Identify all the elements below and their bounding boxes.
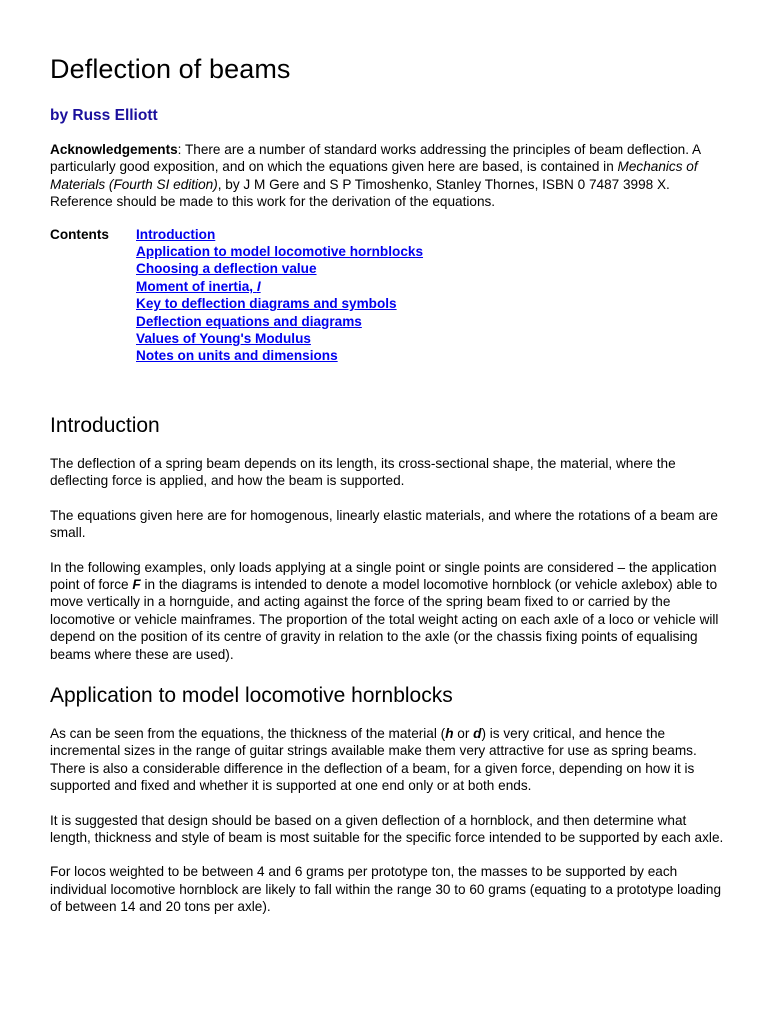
acknowledgements-text-1: : There are a number of standard works addressing the principles of beam deflection. A particularly good exposition, and on which the equations given here are based, is contained in (50, 142, 701, 175)
toc-link-units-dimensions[interactable]: Notes on units and dimensions (136, 348, 338, 364)
introduction-paragraph-1: The deflection of a spring beam depends on its length, its cross-sectional shape, the material, where the deflecting force is applied, and how the beam is supported. (50, 455, 676, 489)
inertia-symbol: I (256, 278, 261, 294)
introduction-paragraph-3-text-a: In the following examples, only loads applying at a single point or single points are considered – the application point of force (50, 559, 717, 592)
contents-item (136, 278, 423, 295)
acknowledgements-label: Acknowledgements (50, 142, 178, 157)
contents-item (136, 330, 423, 347)
application-paragraph-1-text-b: ) is very critical, and hence the incremental sizes in the range of guitar strings available make them very attractive for use as spring beams. There is also a considerable difference in the deflection of a beam, for a given force, depending on how it is supported and fixed and whether it is supported at one end only or at both ends. (50, 725, 697, 794)
toc-link-choosing-deflection[interactable]: Choosing a deflection value (136, 261, 317, 277)
table-of-contents (50, 226, 728, 365)
toc-link-deflection-equations[interactable]: Deflection equations and diagrams (136, 313, 362, 329)
thickness-symbol-d: d (473, 725, 482, 741)
toc-link-youngs-modulus[interactable]: Values of Young's Modulus (136, 331, 311, 347)
book-title: Mechanics of Materials (Fourth SI edition) (50, 159, 698, 192)
contents-item (136, 243, 423, 260)
contents-item (136, 260, 423, 277)
force-symbol: F (132, 576, 141, 592)
acknowledgements-text-2: , by J M Gere and S P Timoshenko, Stanley Thornes, ISBN 0 7487 3998 X. Reference should be made to this work for the derivation of the equations. (50, 176, 670, 210)
introduction-paragraph-2: The equations given here are for homogenous, linearly elastic materials, and where the rotations of a beam are small. (50, 507, 718, 541)
toc-link-introduction[interactable]: Introduction (136, 226, 216, 242)
contents-list (136, 226, 423, 365)
contents-item (136, 226, 423, 243)
introduction-heading: Introduction (50, 413, 160, 437)
application-paragraph-1 (50, 725, 728, 795)
thickness-symbol-h: h (445, 725, 454, 741)
contents-item (136, 295, 423, 312)
contents-item (136, 313, 423, 330)
toc-link-moment-of-inertia-text: Moment of inertia, (136, 278, 257, 294)
contents-item (136, 347, 423, 364)
introduction-paragraph-3 (50, 559, 728, 663)
toc-link-moment-of-inertia[interactable] (136, 279, 261, 294)
application-paragraph-1-text-a: As can be seen from the equations, the thickness of the material ( (50, 725, 446, 741)
application-paragraph-1-or: or (453, 725, 474, 741)
author-byline: by Russ Elliott (50, 107, 158, 124)
application-heading: Application to model locomotive hornblocks (50, 683, 453, 707)
introduction-paragraph-3-text-b: in the diagrams is intended to denote a model locomotive hornblock (or vehicle axlebox) able to move vertically in a hornguide, and acting against the force of the spring beam fixed to or carried by the locomotive or vehicle mainframes. The proportion of the total weight acting on each axle of a loco or vehicle will depend on the position of its centre of gravity in relation to the axle (or the chassis fixing points of equalising beams where these are used). (50, 576, 719, 662)
application-paragraph-2: It is suggested that design should be based on a given deflection of a hornblock, and then determine what length, thickness and style of beam is most suitable for the specific force intended to be supported by each axle. (50, 812, 724, 845)
toc-link-key-to-diagrams[interactable]: Key to deflection diagrams and symbols (136, 296, 397, 312)
acknowledgements-paragraph (50, 141, 728, 211)
contents-label: Contents (50, 226, 109, 242)
toc-link-application[interactable]: Application to model locomotive hornblocks (136, 244, 424, 260)
page-title: Deflection of beams (50, 54, 291, 84)
application-paragraph-3: For locos weighted to be between 4 and 6 grams per prototype ton, the masses to be supported by each individual locomotive hornblock are likely to fall within the range 30 to 60 grams (equating to a prototype loading of between 14 and 20 tons per axle). (50, 864, 722, 915)
